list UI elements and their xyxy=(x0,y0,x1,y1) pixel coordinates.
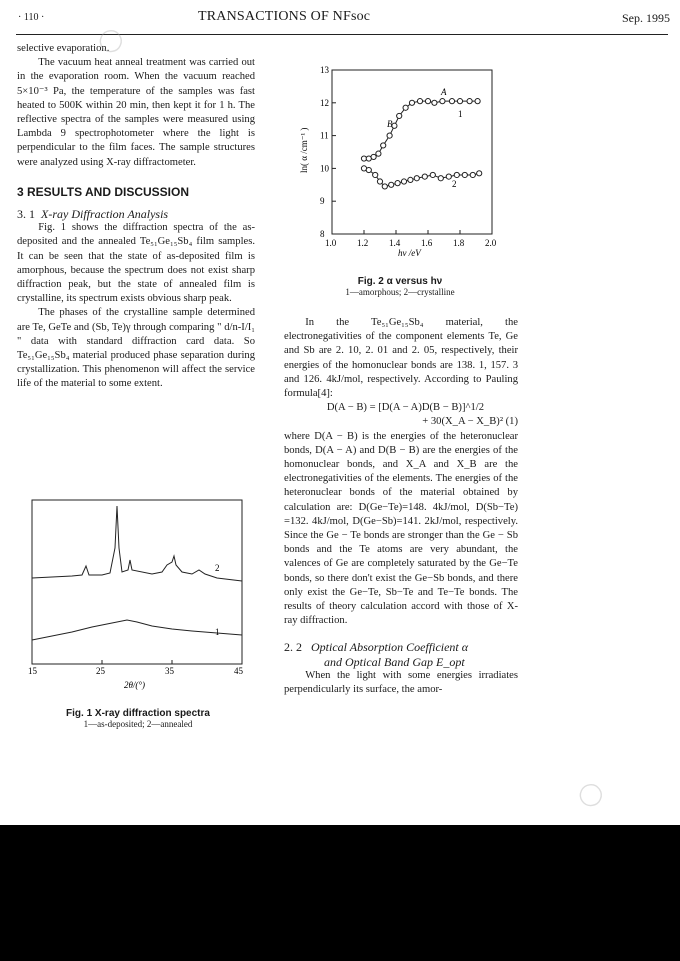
data-point-series-2 xyxy=(438,176,443,181)
figure-1 xyxy=(22,498,254,698)
data-point-series-1 xyxy=(371,154,376,159)
journal-title: TRANSACTIONS OF NFsoc xyxy=(198,9,371,24)
watermark: ◯ xyxy=(93,23,128,58)
data-point-series-1 xyxy=(467,99,472,104)
caption-legend: 1—as-deposited; 2—annealed xyxy=(83,719,193,729)
data-point-series-2 xyxy=(414,176,419,181)
x-tick-label: 1.2 xyxy=(357,238,369,248)
right-column xyxy=(284,316,518,697)
data-point-series-1 xyxy=(425,99,430,104)
x-tick-label: 1.0 xyxy=(325,238,337,248)
caption-legend: 1—amorphous; 2—crystalline xyxy=(345,287,455,297)
data-point-series-2 xyxy=(377,179,382,184)
data-point-series-1 xyxy=(417,99,422,104)
caption-title: Fig. 1 X-ray diffraction spectra xyxy=(66,708,210,719)
curve-as-deposited xyxy=(32,620,242,640)
figure-2 xyxy=(290,62,510,272)
figure-1-caption xyxy=(22,708,254,729)
paragraph: In the Te₅₁Ge₁₅Sb₄ material, the electronegativities of the component elements Te, Ge and Sb are 2. 10, 2. 01 and 2. 05, respectively, their energies of the homonuclear bonds are 138. 1, 157. 3 and 126. 4kJ/mol, respectively. According to Pauling formula[4]: xyxy=(284,317,518,400)
paragraph: where D(A − B) is the energies of the heteronuclear bonds, D(A − A) and D(B − B) are the energies of the homonuclear bonds, and X_A and X_B are the electronegativities of the elements. The energies of the heteronuclear bonds of the material obtained by calculation are: D(Ge−Te)=148. 4kJ/mol, D(Sb−Te) =132. 4kJ/mol, D(Ge−Sb)=141. 2kJ/mol, respectively. Since the Ge − Te bonds are stronger than the Ge − Sb bonds and the Te atoms are very abundant, the valences of Ge are completely saturated by the Ge−Te bonds, so there don't exist the Ge−Sb bonds, and there only exist the Ge−Te, Sb−Te and Te−Te bonds. The results of theory calculation accord with those of X-ray diffraction. xyxy=(284,430,518,627)
plot-frame xyxy=(332,70,492,234)
data-point-series-1 xyxy=(449,99,454,104)
x-axis-label: hν /eV xyxy=(398,248,421,258)
annotation-A: A xyxy=(441,87,447,97)
paragraph: The phases of the crystalline sample determined are Te, GeTe and (Sb, Te)γ through comparing " d/n-I/I₁ " data with standard diffraction card data. So Te₅₁Ge₁₅Sb₄ material produced phase separation during crystallization. This phenomenon will affect the service life of the material to some extent. xyxy=(17,307,255,390)
left-column xyxy=(17,42,255,392)
paragraph: selective evaporation. xyxy=(17,43,110,54)
annotation-curve-2: 2 xyxy=(452,179,457,189)
y-axis-label: ln( α /cm⁻¹ ) xyxy=(299,127,309,173)
formula-line: + 30(X_A − X_B)² (1) xyxy=(422,416,518,428)
y-tick-label: 11 xyxy=(320,130,329,141)
x-axis-label: 2θ/(°) xyxy=(124,680,146,690)
data-point-series-1 xyxy=(387,133,392,138)
data-point-series-1 xyxy=(392,123,397,128)
subsection-heading: 2. 2 Optical Absorption Coefficient α xyxy=(284,640,469,655)
figure-2-caption xyxy=(300,276,500,297)
y-tick-label: 10 xyxy=(320,163,329,174)
x-tick-label: 35 xyxy=(165,666,174,676)
x-tick-label: 25 xyxy=(96,666,105,676)
y-tick-label: 8 xyxy=(320,229,325,239)
x-tick-label: 45 xyxy=(234,666,243,676)
data-point-series-2 xyxy=(430,172,435,177)
data-point-series-2 xyxy=(454,172,459,177)
plot-frame xyxy=(32,500,242,664)
data-point-series-2 xyxy=(382,184,387,189)
annotation-B: B xyxy=(387,119,393,129)
y-tick-label: 13 xyxy=(320,65,329,75)
curve-label-2: 2 xyxy=(215,563,220,573)
data-point-series-2 xyxy=(373,172,378,177)
data-point-series-1 xyxy=(440,99,445,104)
axis-ticks xyxy=(320,65,497,248)
x-tick-label: 2.0 xyxy=(485,238,497,248)
data-point-series-1 xyxy=(376,151,381,156)
data-point-series-1 xyxy=(475,99,480,104)
data-point-series-2 xyxy=(389,182,394,187)
annotation-curve-1: 1 xyxy=(458,109,463,119)
section-heading: 3 RESULTS AND DISCUSSION xyxy=(17,184,190,199)
data-point-series-1 xyxy=(397,113,402,118)
y-tick-label: 9 xyxy=(320,196,325,207)
x-tick-label: 1.4 xyxy=(389,238,401,248)
data-point-series-1 xyxy=(409,100,414,105)
data-point-series-2 xyxy=(422,174,427,179)
data-point-series-1 xyxy=(432,100,437,105)
data-point-series-1 xyxy=(457,99,462,104)
x-tick-label: 1.8 xyxy=(453,238,465,248)
data-point-series-2 xyxy=(366,167,371,172)
caption-title: Fig. 2 α versus hν xyxy=(357,276,443,287)
watermark: ◯ xyxy=(573,777,608,812)
paragraph: The vacuum heat anneal treatment was carried out in the evaporation room. When the vacuum reached 5×10⁻³ Pa, the temperature of the samples was fast heated to 500K within 20 min, then kept it for 1 h. The reflective spectra of the samples were measured using Lambda 9 spectrophotometer where the light is perpendicular to the film faces. The sample structures were analyzed using X-ray diffractometer. xyxy=(17,57,255,168)
subsection-heading: 3. 1 X-ray Diffraction Analysis xyxy=(17,207,169,222)
subsection-heading-cont: and Optical Band Gap E_opt xyxy=(324,654,465,669)
formula-line: D(A − B) = [D(A − A)D(B − B)]^1/2 xyxy=(326,402,484,414)
data-point-series-2 xyxy=(395,181,400,186)
page-number: · 110 · xyxy=(18,12,45,23)
data-point-series-1 xyxy=(403,105,408,110)
data-marks xyxy=(361,99,481,189)
paragraph: Fig. 1 shows the diffraction spectra of the as-deposited and the annealed Te₅₁Ge₁₅Sb₄ film samples. It can be seen that the state of as-deposited film is amorphous, because the spectrum does not exist sharp diffraction peak, but the state of annealed film is crystalline, its spectrum exists obvious sharp peak. xyxy=(17,222,255,305)
curve-annealed xyxy=(32,506,242,581)
curve-label-1: 1 xyxy=(215,627,220,637)
data-point-series-2 xyxy=(462,172,467,177)
data-point-series-2 xyxy=(477,171,482,176)
x-tick-label: 15 xyxy=(28,666,37,676)
data-point-series-2 xyxy=(470,172,475,177)
data-point-series-2 xyxy=(408,177,413,182)
data-point-series-2 xyxy=(401,179,406,184)
issue-date: Sep. 1995 xyxy=(622,11,670,25)
data-point-series-2 xyxy=(446,174,451,179)
paragraph: When the light with some energies irradiates perpendicularly its surface, the amor- xyxy=(284,669,518,696)
x-tick-label: 1.6 xyxy=(421,238,433,248)
data-point-series-1 xyxy=(381,143,386,148)
y-tick-label: 12 xyxy=(320,97,329,108)
